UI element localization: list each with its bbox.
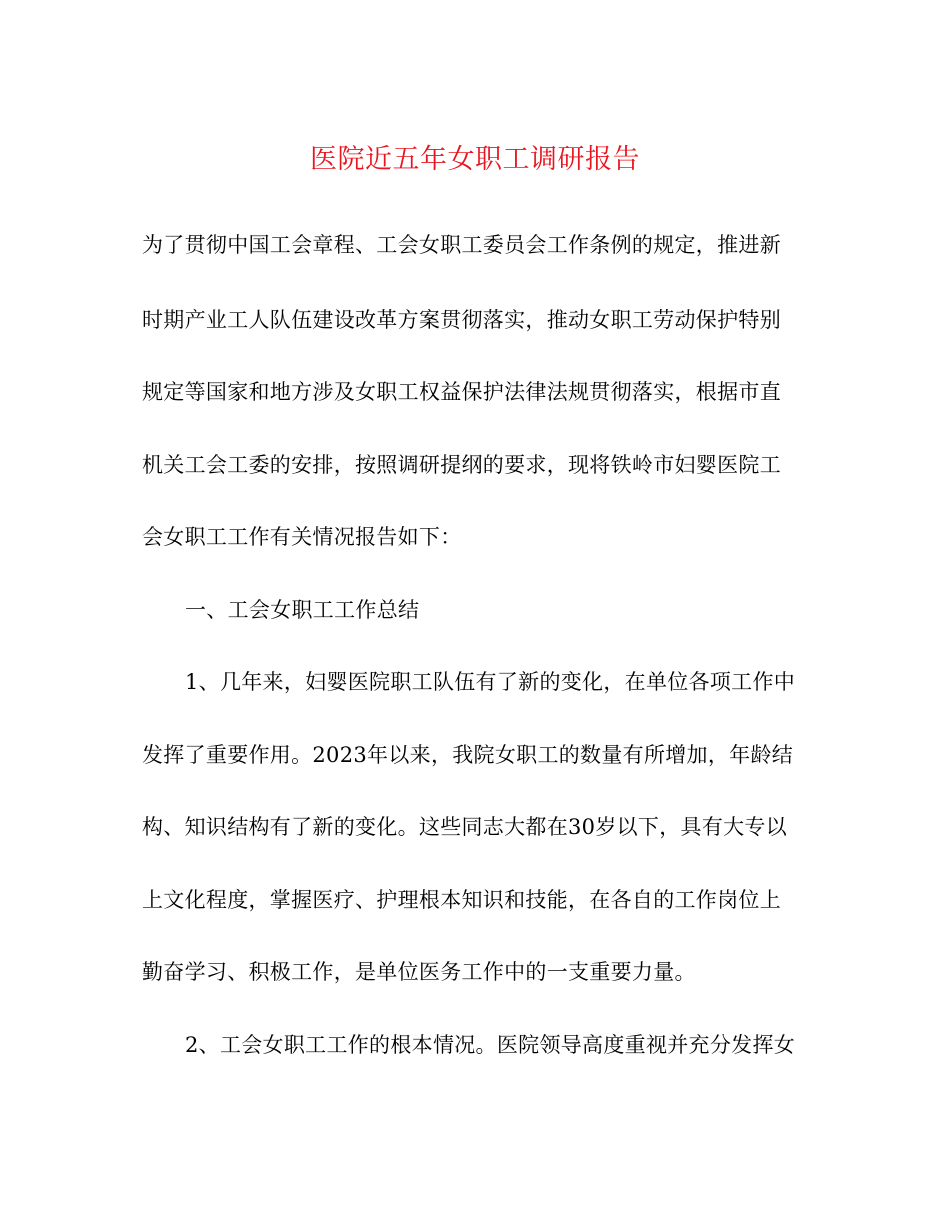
paragraph-line: 上文化程度，掌握医疗、护理根本知识和技能，在各自的工作岗位上 (142, 888, 781, 912)
paragraph-line: 会女职工工作有关情况报告如下： (142, 525, 462, 549)
paragraph-line: 1、几年来，妇婴医院职工队伍有了新的变化，在单位各项工作中 (185, 670, 796, 694)
paragraph-line: 为了贯彻中国工会章程、工会女职工委员会工作条例的规定，推进新 (142, 233, 781, 257)
document-title: 医院近五年女职工调研报告 (310, 144, 640, 175)
paragraph-line: 时期产业工人队伍建设改革方案贯彻落实，推动女职工劳动保护特别 (142, 308, 781, 332)
paragraph-line: 机关工会工委的安排，按照调研提纲的要求，现将铁岭市妇婴医院工 (142, 453, 781, 477)
paragraph-line: 2、工会女职工工作的根本情况。医院领导高度重视并充分发挥女 (185, 1033, 796, 1057)
section-heading: 一、工会女职工工作总结 (185, 598, 420, 622)
paragraph-line: 构、知识结构有了新的变化。这些同志大都在30岁以下，具有大专以 (142, 815, 788, 839)
paragraph-line: 发挥了重要作用。2023年以来，我院女职工的数量有所增加，年龄结 (142, 743, 794, 767)
paragraph-line: 勤奋学习、积极工作，是单位医务工作中的一支重要力量。 (142, 960, 696, 984)
paragraph-line: 规定等国家和地方涉及女职工权益保护法律法规贯彻落实，根据市直 (142, 380, 781, 404)
